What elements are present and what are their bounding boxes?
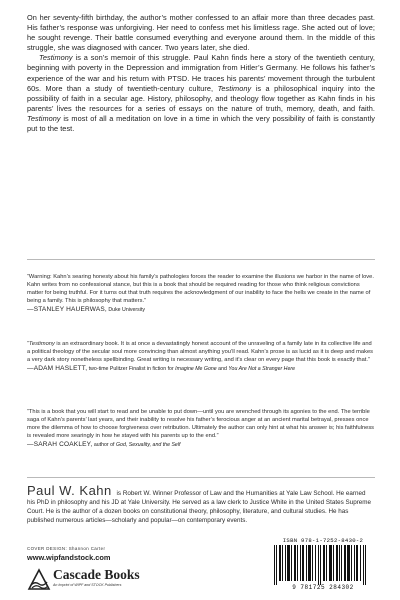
bio-text: is Robert W. Winner Professor of Law and the Humanities at Yale Law School. He earned his PhD in philosophy and his JD at Yale University. He served as a law clerk to Justice White in the United States Supreme Court. He is the author of a dozen books on constitutional theory, philosophy, literature, and cultural studies. He has published numerous articles—scholarly and popular—on contemporary events. bbox=[27, 490, 372, 524]
isbn-label: ISBN 978-1-7252-8430-2 bbox=[282, 537, 364, 544]
author-name: Paul W. Kahn bbox=[27, 483, 112, 498]
publisher-name: Cascade Books bbox=[53, 567, 140, 582]
review-text: “Warning: Kahn’s searing honesty about his family’s pathologies forces the reader to examine the illusions we harbor in the name of love. Kahn writes from no confessional stance, but this is a book that should be required reading for those who think religious convictions matter for being truthful. For it turns out that truth requires the acknowledgment of our inability to face the hells we create in the name of being a family. This is philosophy that matters.” bbox=[27, 274, 374, 305]
book-description bbox=[27, 13, 375, 134]
cascade-logo-icon bbox=[27, 567, 51, 591]
review-attribution: —SARAH COAKLEY, author of God, Sexuality, and the Self bbox=[27, 441, 181, 449]
barcode-digits: 9 781725 284302 bbox=[292, 584, 354, 591]
divider bbox=[27, 477, 375, 478]
review-coakley bbox=[27, 408, 375, 449]
publisher-logo bbox=[27, 566, 140, 592]
barcode-bars bbox=[274, 545, 372, 585]
publisher-website: www.wipfandstock.com bbox=[27, 553, 111, 562]
review-text: “Testimony is an extraordinary book. It is at once a devastatingly honest account of the unraveling of a family late in its collective life and a political theology of the secular soul more convincing than almost anything you’ll read. Kahn’s prose is as lucid as it is deep and makes a very dark story nonetheless spellbinding. Great writing is necessary writing, and it’s clear on every page that this book is exactly that.” bbox=[27, 341, 374, 364]
divider bbox=[27, 259, 375, 260]
author-bio bbox=[27, 483, 375, 525]
review-attribution: —STANLEY HAUERWAS, Duke University bbox=[27, 306, 146, 314]
review-hauerwas bbox=[27, 273, 375, 314]
description-paragraph-2: Testimony is a son’s memoir of this struggle. Paul Kahn finds here a story of the twentieth century, beginning with poverty in the Depression and immigration from Hitler’s Germany. He follows his father’s experience of the war and his return with PTSD. He traces his parents’ movement through the turbulent 60s. More than a study of twentieth-century culture, Testimony is a philosophical inquiry into the possibility of faith in a secular age. History, philosophy, and theology flow together as Kahn finds in his parents’ lives the resources for a series of essays on the nature of truth, memory, death, and faith. Testimony is most of all a meditation on love in a time in which the very possibility of faith is constantly put to the test. bbox=[27, 53, 375, 134]
isbn-barcode bbox=[268, 537, 378, 597]
description-paragraph-1: On her seventy-fifth birthday, the author’s mother confessed to an affair more than three decades past. His father’s response was unforgiving. Her need to confess met his limitless rage. She acted out of love; he sought revenge. Their battle consumed everything and everyone around them. In the middle of this struggle, she was diagnosed with cancer. Two years later, she died. bbox=[27, 13, 375, 53]
publisher-tagline: An Imprint of WIPF and STOCK Publishers bbox=[53, 583, 122, 587]
review-text: “This is a book that you will start to read and be unable to put down—until you are wrenched through its agonies to the end. The terrible saga of Kahn’s parents’ last years, and their inability to resolve his father’s ferocious anger at an ancient marital betrayal, presses once more the dilemma of how to choose forgiveness over retribution. Ultimately the author can only hint at what his answer is; his faithfulness is revealed more searingly in how he stayed with his parents up to the end.” bbox=[27, 409, 375, 440]
review-attribution: —ADAM HASLETT, two-time Pulitzer Finalist in fiction for Imagine Me Gone and You Are Not a Stranger Here bbox=[27, 365, 296, 373]
book-title: Testimony bbox=[39, 53, 73, 63]
cover-design-credit: COVER DESIGN: Shannon Carter bbox=[27, 546, 106, 551]
review-haslett bbox=[27, 340, 375, 373]
